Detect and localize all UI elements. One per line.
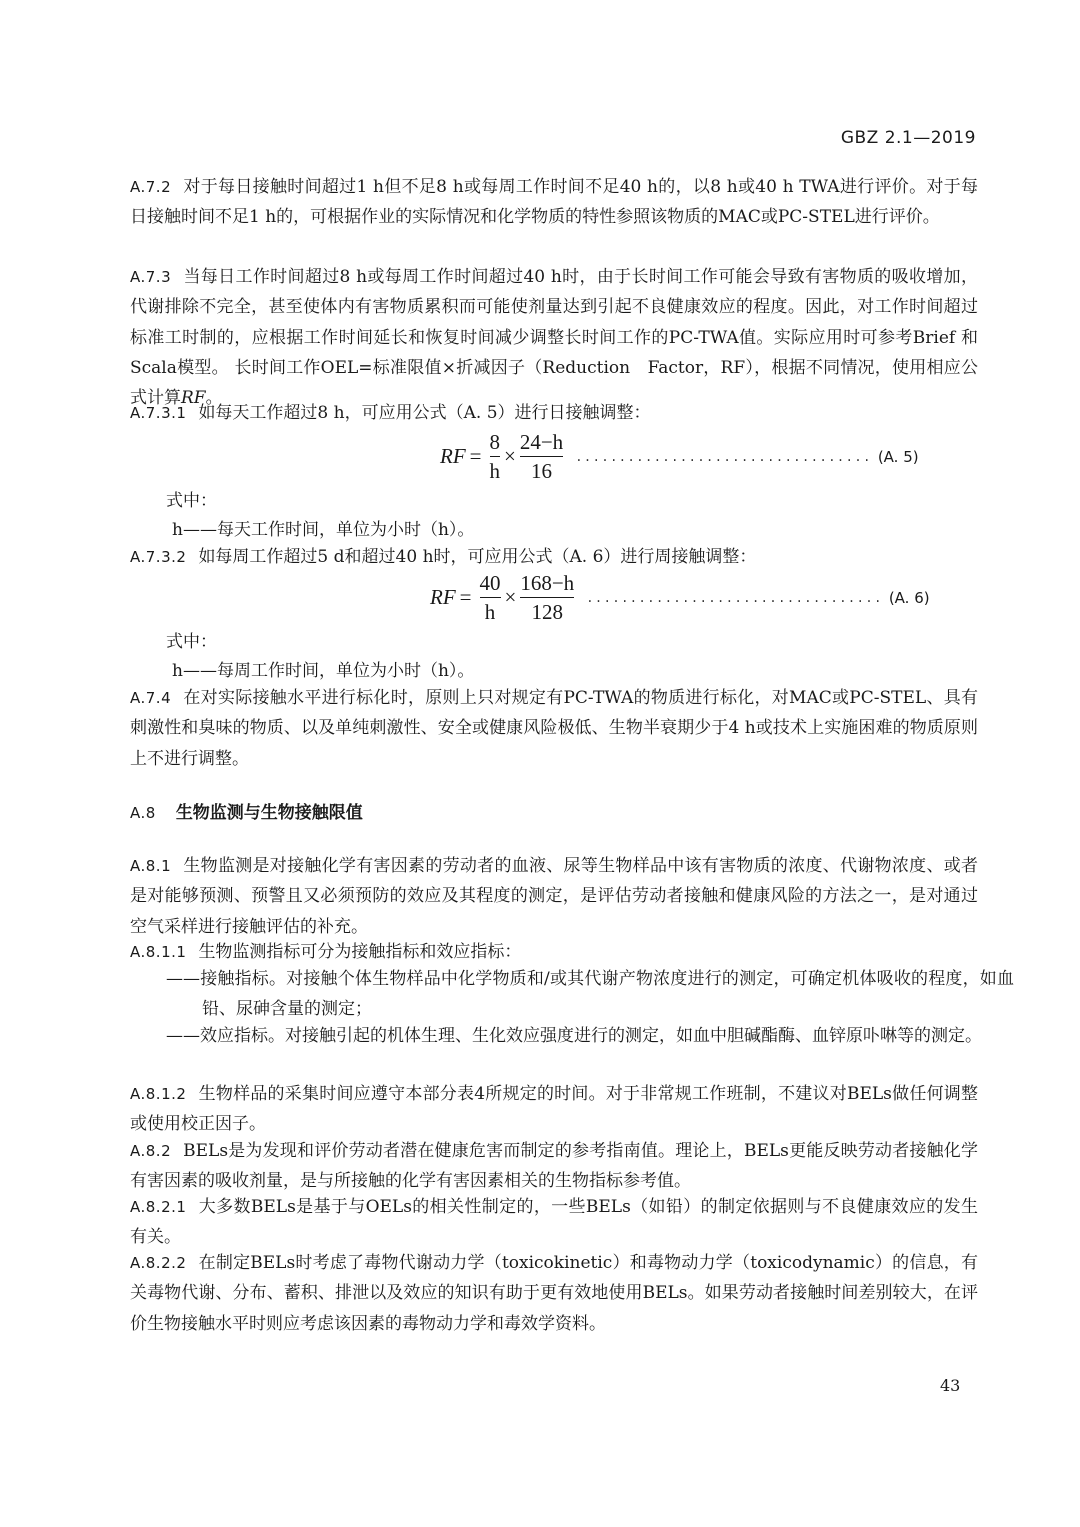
clause-a-8-2: [130, 1136, 978, 1197]
where-label-a6: 式中：: [166, 632, 217, 652]
standard-code-header: GBZ 2.1—2019: [840, 128, 976, 148]
clause-a-7-3: [130, 262, 978, 413]
rf-italic: RF: [181, 388, 206, 409]
variable-definition-a5: h——每天工作时间，单位为小时（h）。: [172, 520, 475, 540]
clause-a-8-1: [130, 851, 978, 942]
clause-number: A.7.3.1: [130, 404, 187, 422]
fraction-2: [520, 569, 574, 626]
formula-equals: =: [469, 444, 482, 469]
clause-number: A.8.1.2: [130, 1085, 187, 1103]
clause-text: 生物监测指标可分为接触指标和效应指标：: [198, 942, 522, 962]
clause-a-8-2-1: [130, 1192, 978, 1253]
denominator: 16: [531, 459, 553, 484]
formula-a5: [440, 428, 919, 485]
clause-number: A.7.3: [130, 268, 172, 286]
fraction-1: [480, 569, 501, 626]
clause-number: A.8.1.1: [130, 943, 187, 961]
fraction-2: [520, 428, 563, 485]
dash-list-item-effect: ——效应指标。对接触引起的机体生理、生化效应强度进行的测定，如血中胆碱酯酶、血锌原卟啉等的测定。: [166, 1026, 982, 1046]
dash-list-item-exposure: ——接触指标。对接触个体生物样品中化学物质和/或其代谢产物浓度进行的测定，可确定机体吸收的程度，如血铅、尿砷含量的测定；: [166, 969, 1014, 1020]
denominator: h: [484, 600, 496, 625]
clause-text: 如每天工作超过8 h，可应用公式（A. 5）进行日接触调整：: [198, 403, 651, 423]
clause-text: 当每日工作时间超过8 h或每周工作时间超过40 h时，由于长时间工作可能会导致有害物质的吸收增加，代谢排除不完全，甚至使体内有害物质累积而可能使剂量达到引起不良健康效应的程度。因此，对工作时间超过标准工时制的，应根据工作时间延长和恢复时间减少调整长时间工作的PC-TWA值。实际应用时可参考Brief 和Scala模型。 长时间工作OEL=标准限值×折减因子（Reduction Factor，RF），根据不同情况，使用相应公式计算: [130, 267, 978, 409]
clause-number: A.7.2: [130, 178, 172, 196]
denominator: 128: [531, 600, 564, 625]
clause-end: 。: [205, 388, 223, 409]
formula-lhs: RF: [440, 444, 466, 469]
clause-text: 生物监测是对接触化学有害因素的劳动者的血液、尿等生物样品中该有害物质的浓度、代谢物浓度、或者是对能够预测、预警且又必须预防的效应及其程度的测定，是评估劳动者接触和健康风险的方法之一，是对通过空气采样进行接触评估的补充。: [130, 856, 978, 937]
numerator: 24−h: [519, 430, 564, 454]
times-sign: ×: [504, 444, 516, 469]
leader-dots: ..................................: [586, 590, 883, 605]
clause-text: 生物样品的采集时间应遵守本部分表4所规定的时间。对于非常规工作班制，不建议对BELs做任何调整或使用校正因子。: [130, 1084, 978, 1135]
clause-number: A.8.1: [130, 857, 172, 875]
fraction-1: [490, 428, 501, 485]
times-sign: ×: [504, 585, 517, 610]
numerator: 8: [489, 430, 500, 454]
clause-text: 如每周工作超过5 d和超过40 h时，可应用公式（A. 6）进行周接触调整：: [198, 547, 757, 567]
clause-a-7-3-2: [130, 542, 978, 572]
section-number: A.8: [130, 804, 156, 822]
formula-equals: =: [459, 585, 472, 610]
clause-a-8-2-2: [130, 1248, 978, 1339]
clause-a-7-4: [130, 683, 978, 774]
clause-a-7-2: [130, 172, 978, 233]
clause-text: 在制定BELs时考虑了毒物代谢动力学（toxicokinetic）和毒物动力学（toxicodynamic）的信息，有关毒物代谢、分布、蓄积、排泄以及效应的知识有助于更有效地使用BELs。如果劳动者接触时间差别较大，在评价生物接触水平时则应考虑该因素的毒物动力学和毒效学资料。: [130, 1253, 978, 1334]
clause-text: 大多数BELs是基于与OELs的相关性制定的，一些BELs（如铅）的制定依据则与不良健康效应的发生有关。: [130, 1197, 978, 1248]
formula-a6: [430, 569, 930, 626]
clause-a-7-3-1: [130, 398, 978, 428]
clause-number: A.7.4: [130, 689, 172, 707]
clause-a-8-1-1: [130, 937, 978, 967]
equation-label: (A. 6): [888, 588, 930, 607]
equation-label: (A. 5): [877, 447, 919, 466]
numerator: 40: [479, 571, 501, 595]
where-label-a5: 式中：: [166, 491, 217, 511]
formula-lhs: RF: [430, 585, 456, 610]
clause-text: 在对实际接触水平进行标化时，原则上只对规定有PC-TWA的物质进行标化，对MAC或PC-STEL、具有刺激性和臭味的物质、以及单纯刺激性、安全或健康风险极低、生物半衰期少于4 h或技术上实施困难的物质原则上不进行调整。: [130, 688, 978, 769]
numerator: 168−h: [520, 571, 575, 595]
clause-number: A.8.2: [130, 1142, 172, 1160]
leader-dots: ..................................: [575, 449, 872, 464]
clause-text: 对于每日接触时间超过1 h但不足8 h或每周工作时间不足40 h的，以8 h或40 h TWA进行评价。对于每日接触时间不足1 h的，可根据作业的实际情况和化学物质的特性参照该物质的MAC或PC-STEL进行评价。: [130, 177, 978, 228]
denominator: h: [489, 459, 500, 484]
page-number: 43: [940, 1376, 961, 1395]
clause-number: A.8.2.2: [130, 1254, 187, 1272]
clause-number: A.8.2.1: [130, 1198, 187, 1216]
section-heading-a-8: [130, 798, 363, 823]
clause-text: BELs是为发现和评价劳动者潜在健康危害而制定的参考指南值。理论上，BELs更能反映劳动者接触化学有害因素的吸收剂量，是与所接触的化学有害因素相关的生物指标参考值。: [130, 1141, 978, 1192]
clause-number: A.7.3.2: [130, 548, 187, 566]
section-title: 生物监测与生物接触限值: [175, 803, 363, 823]
clause-a-8-1-2: [130, 1079, 978, 1140]
variable-definition-a6: h——每周工作时间，单位为小时（h）。: [172, 661, 475, 681]
